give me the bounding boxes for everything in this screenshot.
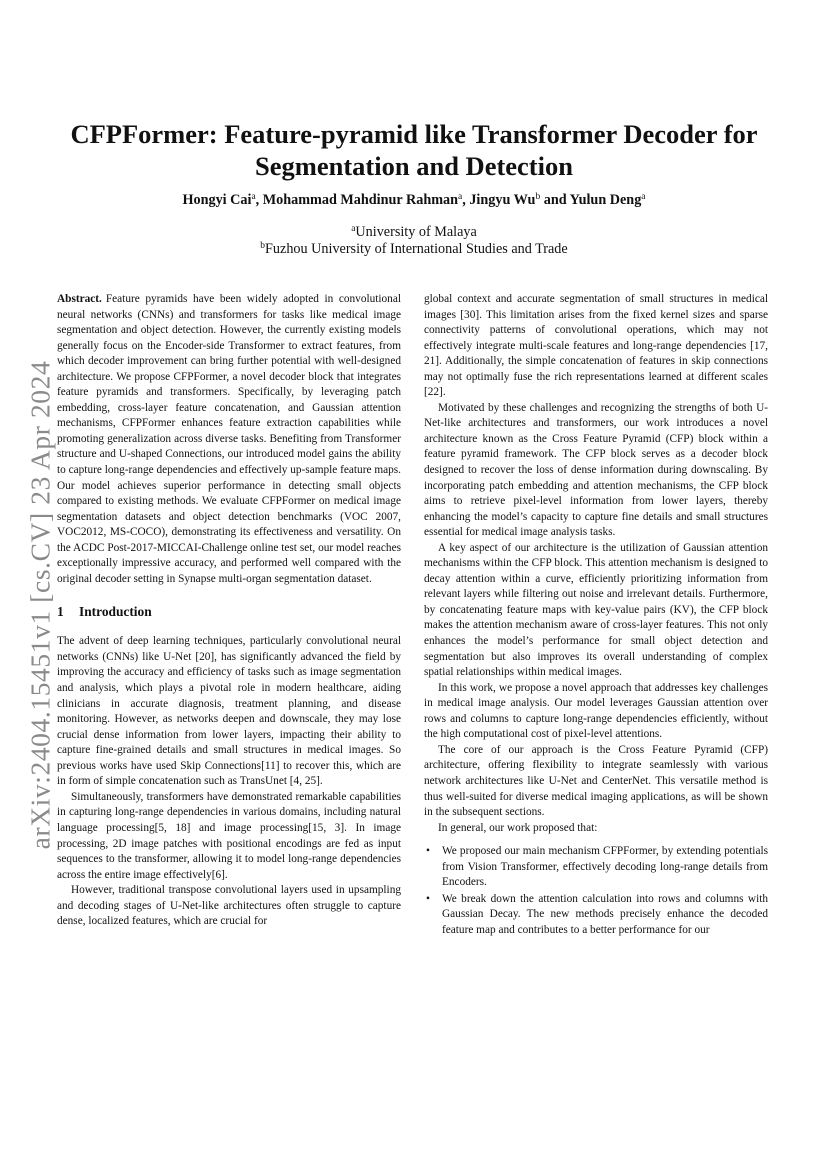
paragraph: Simultaneously, transformers have demonstrated remarkable capabilities in capturing long-range dependencies in various domains, including natural language processing[5, 18] and image processing[15, 3]. In image processing, 2D image patches with positional encodings are fed as input sequences to the transformer, allowing it to model long-range dependencies across the entire image effectively[6]. xyxy=(57,790,401,881)
bullet-icon: • xyxy=(426,845,430,858)
contribution-list xyxy=(424,844,768,938)
paragraph: A key aspect of our architecture is the utilization of Gaussian attention mechanisms within the CFP block. This attention mechanism is designed to decay attention within a curve, efficiently prioritizing information from relevant layers while filtering out noise and irrelevant details. Furthermore, by concatenating feature maps with key-value pairs (KV), the CFP block makes the attention mechanism aware of cross-layer features. This not only enhances the model’s performance for small object detection and segmentation but also improves its overall understanding of complex spatial relationships within medical images. xyxy=(424,541,768,679)
section-title: Introduction xyxy=(79,604,152,620)
affiliation-mark: a xyxy=(351,224,356,234)
affiliation-mark: b xyxy=(260,241,266,251)
author-separator: , xyxy=(462,192,470,208)
author-name: Hongyi Cai xyxy=(182,192,252,208)
paragraph: The advent of deep learning techniques, particularly convolutional neural networks (CNNs) like U-Net [20], has significantly advanced the field by improving the accuracy and efficiency of tasks such as image segmentation and analysis, which plays a pivotal role in modern healthcare, aiding clinicians in accurate diagnosis, treatment planning, and disease monitoring. However, as networks deepen and downscale, they may lose crucial dense information from lower layers, impacting their ability to capture fine-grained details and small structures in medical images. So previous works have used Skip Connections[11] to recover this, which are in form of simple concatenation such as TransUnet [4, 25]. xyxy=(57,635,401,788)
paragraph: global context and accurate segmentation of small structures in medical images [30]. This limitation arises from the fixed kernel sizes and sparse connectivity patterns of convolutional operations, which may not effectively integrate multi-scale features and long-range dependencies [17, 21]. Additionally, the simple concatenation of features in skip connections may not optimally fuse the rich representations learned at different scales [22]. xyxy=(424,293,768,399)
author-affil-mark: a xyxy=(641,192,646,202)
affiliation-name: Fuzhou University of International Studies and Trade xyxy=(265,241,568,257)
list-item-text: We proposed our main mechanism CFPFormer, by extending potentials from Vision Transformer, effectively decoding long-range details from Encoders. xyxy=(442,845,768,889)
section-heading xyxy=(57,603,401,621)
paragraph: In this work, we propose a novel approach that addresses key challenges in medical image analysis. Our model leverages Gaussian attention over rows and columns to capture long-range dependencies efficiently, without the high computational cost of pixel-level attentions. xyxy=(424,681,768,741)
author-separator: , xyxy=(255,192,263,208)
abstract-label: Abstract. xyxy=(57,293,102,305)
paragraph: In general, our work proposed that: xyxy=(438,821,598,834)
right-column xyxy=(424,292,768,939)
paragraph: However, traditional transpose convolutional layers used in upsampling and decoding stages of U-Net-like architectures often struggle to capture dense, localized features, which are crucial for xyxy=(57,884,401,928)
author-list xyxy=(40,192,788,209)
paper-title: CFPFormer: Feature-pyramid like Transformer Decoder for Segmentation and Detection xyxy=(70,119,758,181)
abstract xyxy=(57,292,401,587)
author-affil-mark: b xyxy=(535,192,541,202)
author-name: Jingyu Wu xyxy=(469,192,536,208)
paragraph: The core of our approach is the Cross Feature Pyramid (CFP) architecture, offering flexibility to integrate seamlessly with various network architectures like U-Net and CenterNet. This versatile method is thus well-suited for diverse medical imaging applications, as will be shown in the subsequent sections. xyxy=(424,743,768,819)
arxiv-watermark xyxy=(24,360,56,850)
affiliation xyxy=(40,241,788,258)
author-affil-mark: a xyxy=(458,192,463,202)
author-conjunction: and xyxy=(540,192,570,208)
affiliation xyxy=(40,224,788,241)
paragraph: Motivated by these challenges and recognizing the strengths of both U-Net-like architectures and transformers, our work introduces a novel architecture known as the Cross Feature Pyramid (CFP) block within a feature pyramid framework. The CFP block serves as a decoder block designed to recover the loss of dense information during downscaling. By incorporating patch embedding and attention mechanisms, the CFP block aims to retrieve pixel-level information from lower layers, thereby enhancing the model’s capacity to capture fine details and small structures essential for medical image analysis tasks. xyxy=(424,401,768,539)
abstract-text: Feature pyramids have been widely adopted in convolutional neural networks (CNNs) and transformers for tasks like medical image segmentation and object detection. However, the currently existing models generally focus on the Encoder-side Transformer to extract features, from which decoder improvement can bring further potential with well-designed architecture. We propose CFPFormer, a novel decoder block that integrates feature pyramids and transformers. Specifically, by leveraging patch embedding, cross-layer feature concatenation, and Gaussian attention mechanisms, CFPFormer enhances feature extraction capabilities while promoting generalization across diverse tasks. Benefiting from Transformer structure and U-shaped Connections, our introduced model gains the ability to capture long-range dependencies and effectively up-sample feature maps. Our model achieves superior performance in detecting small objects compared to existing methods. We evaluate CFPFormer on medical image segmentation datasets and object detection benchmarks (VOC 2007, VOC2012, MS-COCO), demonstrating its effectiveness and versatility. On the ACDC Post-2017-MICCAI-Challenge online test set, our model reaches exceptionally impressive accuracy, and performed well compared with the original decoder setting in Synapse multi-organ segmentation dataset. xyxy=(57,293,401,585)
list-item xyxy=(424,892,768,939)
left-column xyxy=(57,292,401,930)
arxiv-identifier: arXiv:2404.15451v1 [cs.CV] 23 Apr 2024 xyxy=(24,360,56,850)
author-name: Yulun Deng xyxy=(569,192,642,208)
list-item xyxy=(424,844,768,891)
list-item-text: We break down the attention calculation into rows and columns with Gaussian Decay. The new methods precisely enhance the decoded feature map and contributes to a better performance for our xyxy=(442,892,768,936)
section-number: 1 xyxy=(57,604,64,620)
affiliation-name: University of Malaya xyxy=(355,224,477,240)
author-name: Mohammad Mahdinur Rahman xyxy=(262,192,459,208)
author-affil-mark: a xyxy=(251,192,256,202)
bullet-icon: • xyxy=(426,892,430,905)
